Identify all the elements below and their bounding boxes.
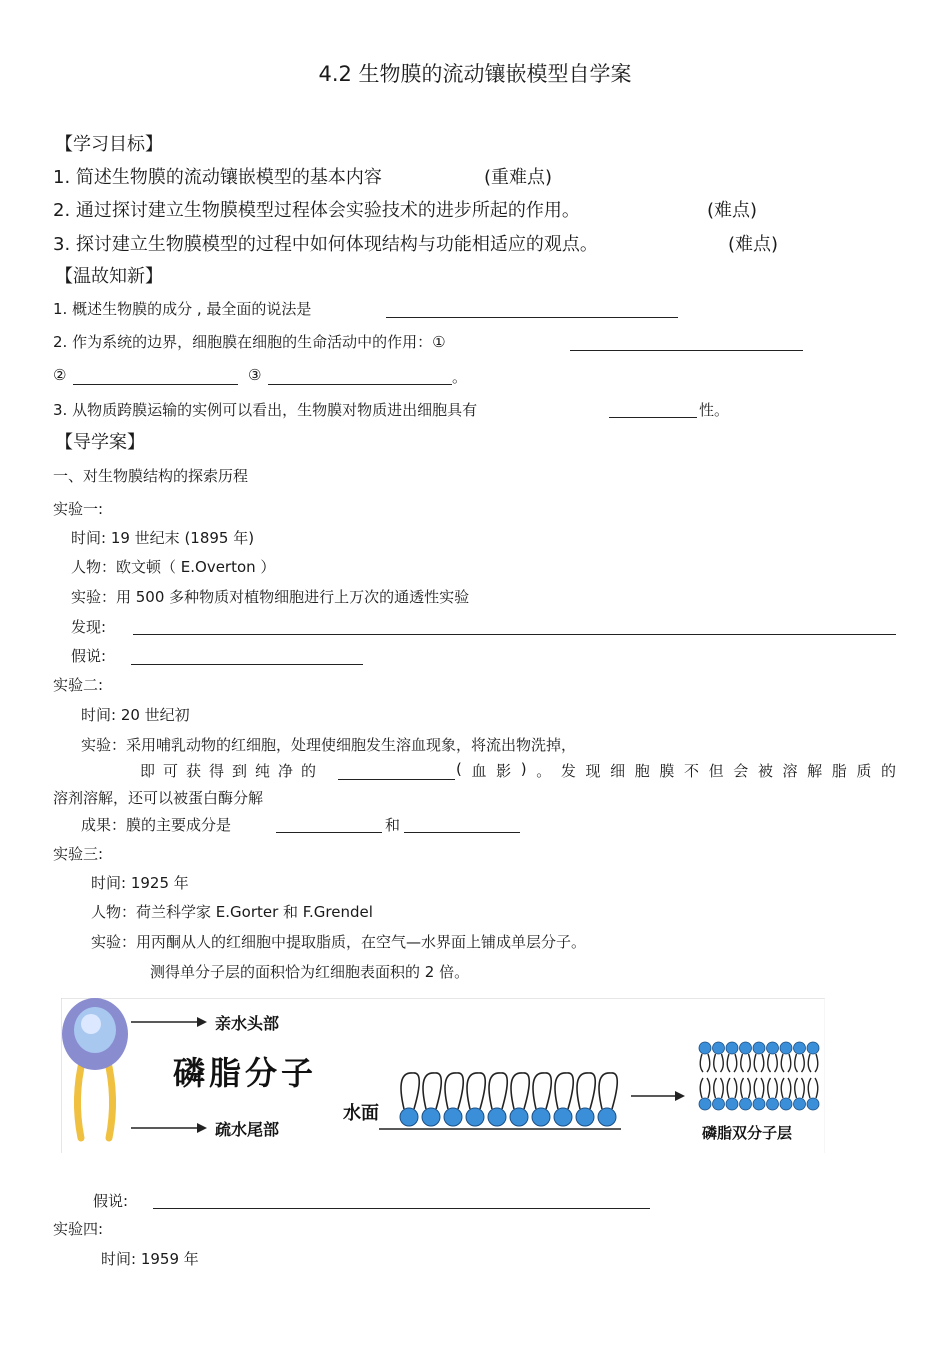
exp2-time: 时间: 20 世纪初 [81,706,190,724]
exp2-line2-char: 。 [536,762,552,780]
exp3-person: 人物：荷兰科学家 E.Gorter 和 F.Grendel [91,903,373,921]
exp2-line2-char: 会 [733,762,749,780]
page-title: 4.2 生物膜的流动镶嵌模型自学案 [318,62,632,86]
exp3-measure: 测得单分子层的面积恰为红细胞表面积的 2 倍。 [150,963,470,981]
exp1-label: 实验一: [53,500,104,518]
goals-heading: 【学习目标】 [55,134,163,155]
goal-3: 3. 探讨建立生物膜模型的过程中如何体现结构与功能相适应的观点。 [53,234,598,255]
exp2-ghost-blank[interactable] [338,779,455,780]
review-q3: 3. 从物质跨膜运输的实例可以看出，生物膜对物质进出细胞具有 [53,401,478,419]
exp2-line2-char: 但 [708,762,724,780]
review-q3-blank[interactable] [609,417,697,418]
exp2-line2-char: ( [456,760,462,778]
exp3-hypothesis: 假说: [93,1192,129,1210]
exp2-result-blank-2[interactable] [404,832,520,833]
exp2-line2-char: 胞 [634,762,650,780]
exp2-line2-char: 不 [683,762,699,780]
molecule-label: 磷脂分子 [173,1054,318,1092]
review-heading: 【温故知新】 [55,266,163,287]
exp2-line2-char: 被 [757,762,773,780]
exp2-line3: 溶剂溶解，还可以被蛋白酶分解 [53,789,264,807]
exp2-line2-char: 现 [585,762,601,780]
exp2-line2-char: 质 [856,762,872,780]
exp3-time: 时间: 1925 年 [91,874,189,892]
exp4-time: 时间: 1959 年 [101,1250,199,1268]
exp2-line2-char: 血 [471,762,487,780]
review-q2: 2. 作为系统的边界，细胞膜在细胞的生命活动中的作用：① [53,333,446,351]
guide-part1: 一、对生物膜结构的探索历程 [53,467,249,485]
exp3-experiment: 实验：用丙酮从人的红细胞中提取脂质，在空气—水界面上铺成单层分子。 [91,933,587,951]
exp2-line2-char: 的 [880,762,896,780]
goal-3-tag: (难点) [728,234,779,255]
exp4-label: 实验四: [53,1220,104,1238]
exp2-line2-char: 细 [610,762,626,780]
phospholipid-figure [61,998,825,1153]
goal-1-tag: (重难点) [484,167,553,188]
exp2-and: 和 [385,816,401,834]
bilayer-label: 磷脂双分子层 [702,1124,793,1142]
goal-2: 2. 通过探讨建立生物膜模型过程体会实验技术的进步所起的作用。 [53,200,580,221]
exp2-line2-char: 影 [496,762,512,780]
review-q2-end: 。 [452,368,468,386]
exp2-experiment: 实验：采用哺乳动物的红细胞，处理使细胞发生溶血现象，将流出物洗掉， [81,736,577,754]
exp2-result-blank-1[interactable] [276,832,382,833]
exp1-experiment: 实验：用 500 多种物质对植物细胞进行上万次的通透性实验 [71,588,470,606]
exp2-result: 成果：膜的主要成分是 [81,816,232,834]
exp1-time: 时间: 19 世纪末 (1895 年) [71,529,255,547]
exp1-hypothesis: 假说: [71,647,107,665]
tail-label: 疏水尾部 [215,1120,280,1139]
exp2-line2-char: ) [520,760,527,778]
review-q2-blank-3[interactable] [268,384,452,385]
exp3-label: 实验三: [53,845,104,863]
review-q3-end: 性。 [699,401,730,419]
exp2-line2-char: 膜 [659,762,675,780]
exp2-line2-char: 溶 [782,762,798,780]
exp2-line2-char: 发 [560,762,576,780]
exp1-person: 人物：欧文顿（ E.Overton ） [71,558,276,576]
exp2-line2-b [456,760,896,781]
head-label: 亲水头部 [215,1014,280,1033]
water-label: 水面 [343,1103,379,1124]
review-q1: 1. 概述生物膜的成分 , 最全面的说法是 [53,300,312,318]
goal-2-tag: (难点) [707,200,758,221]
review-q2-blank-1[interactable] [570,350,803,351]
exp2-label: 实验二: [53,676,104,694]
exp3-hypothesis-blank[interactable] [153,1208,650,1209]
review-q2-circle-2: ② [53,366,67,384]
review-q2-circle-3: ③ [248,366,262,384]
exp2-line2-char: 解 [807,762,823,780]
exp1-hypothesis-blank[interactable] [131,664,363,665]
exp2-line2-a: 即可获得到纯净的 [140,762,325,780]
guide-heading: 【导学案】 [55,432,145,453]
exp2-line2-char: 脂 [831,762,847,780]
review-q1-blank[interactable] [386,317,678,318]
phospholipid-diagram [61,998,825,1153]
goal-1: 1. 简述生物膜的流动镶嵌模型的基本内容 [53,167,382,188]
exp1-finding: 发现: [71,618,107,636]
exp1-finding-blank[interactable] [133,634,896,635]
review-q2-blank-2[interactable] [73,384,238,385]
